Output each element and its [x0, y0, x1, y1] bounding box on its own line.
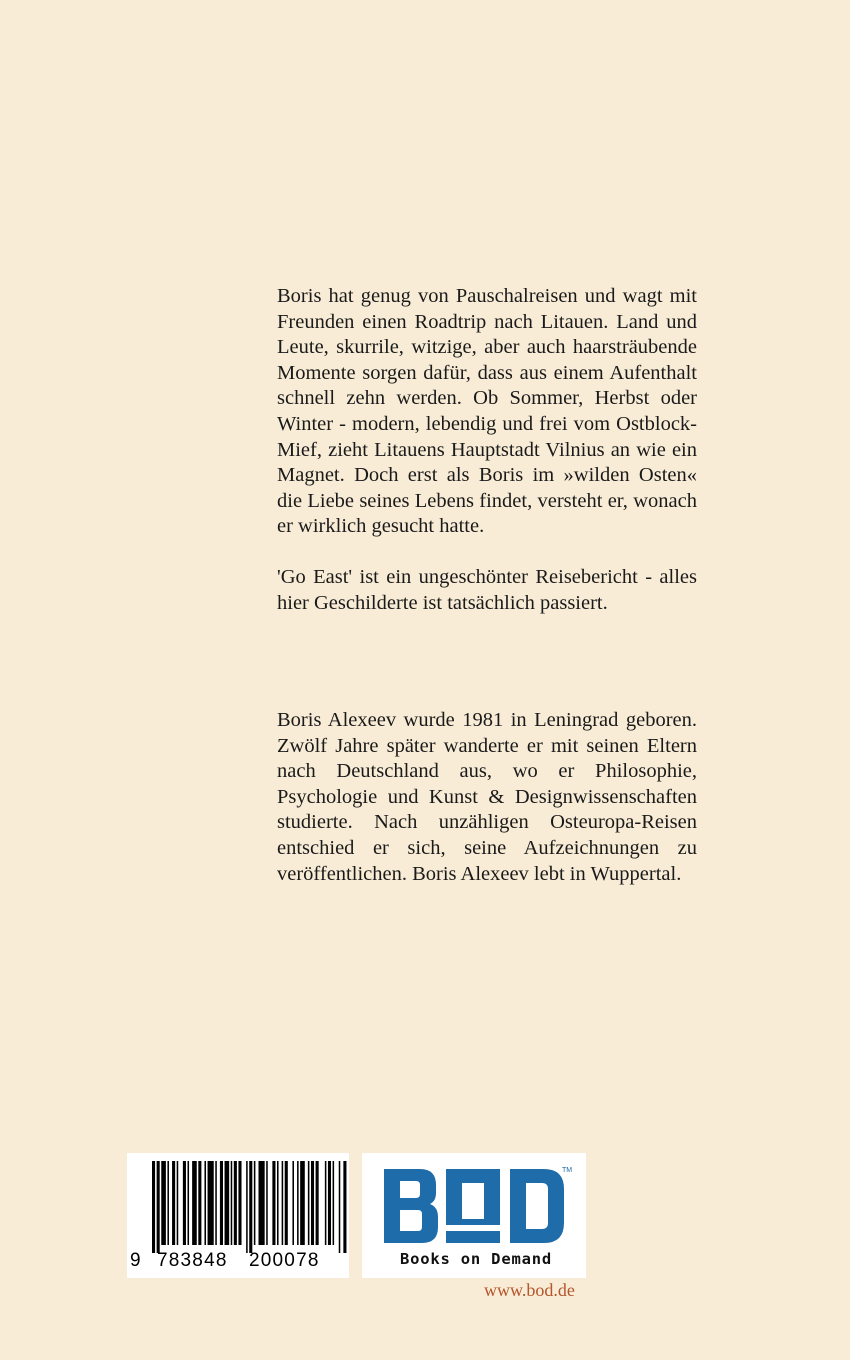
barcode-bar — [204, 1161, 206, 1245]
barcode-bar — [316, 1161, 319, 1245]
barcode-bar — [328, 1161, 331, 1245]
blurb-paragraph: Boris hat genug von Pauschalreisen und wagt mit Freunden einen Roadtrip nach Litauen. Land und Leute, skurrile, witzige, aber auch haarsträubende Momente sorgen dafür, dass aus einem Aufenthalt schnell zehn werden. Ob Sommer, Herbst oder Winter - modern, lebendig und frei vom Ostblock-Mief, zieht Litauens Hauptstadt Vilnius an wie ein Magnet. Doch erst als Boris im »wilden Osten« die Liebe seines Lebens findet, versteht er, wonach er wirklich gesucht hatte. — [277, 285, 697, 538]
barcode-bar — [177, 1161, 179, 1245]
back-cover-blurb — [277, 284, 697, 616]
barcode-bar — [285, 1161, 288, 1245]
barcode-bar — [311, 1161, 314, 1245]
isbn-lead-digit: 9 — [130, 1250, 142, 1271]
barcode-bar — [300, 1161, 305, 1245]
barcode-bar — [308, 1161, 310, 1245]
publisher-tagline: Books on Demand — [400, 1250, 552, 1268]
barcode-bar — [258, 1161, 264, 1245]
author-bio — [277, 708, 697, 887]
barcode-bar — [266, 1161, 268, 1245]
barcode-bar — [282, 1161, 284, 1245]
isbn-barcode — [127, 1153, 349, 1278]
barcode-bar — [238, 1161, 241, 1245]
barcode-bar — [225, 1161, 230, 1245]
barcode-bar — [292, 1161, 294, 1245]
barcode-bar — [188, 1161, 190, 1245]
blurb-paragraph: 'Go East' ist ein ungeschönter Reisebericht - alles hier Geschilderte ist tatsächlich passiert. — [277, 565, 697, 614]
barcode-bar — [220, 1161, 223, 1245]
barcode-bar — [231, 1161, 233, 1245]
barcode-bar — [277, 1161, 279, 1245]
barcode-bar — [215, 1161, 217, 1245]
barcode-bar — [343, 1161, 346, 1253]
author-bio-text: Boris Alexeev wurde 1981 in Leningrad geboren. Zwölf Jahre später wanderte er mit seinen Eltern nach Deutschland aus, wo er Philosophie, Psychologie und Kunst & Designwissenschaften studierte. Nach unzähligen Osteuropa-Reisen entschied er sich, seine Aufzeichnungen zu veröffentlichen. Boris Alexeev lebt in Wuppertal. — [277, 709, 697, 885]
barcode-bar — [339, 1161, 341, 1253]
trademark-mark: TM — [562, 1167, 573, 1174]
publisher-url[interactable]: www.bod.de — [484, 1280, 575, 1300]
barcode-bar — [325, 1161, 327, 1245]
barcode-bar — [333, 1161, 335, 1245]
barcode-bar — [198, 1161, 201, 1245]
isbn-digit-group: 783848 — [157, 1250, 228, 1271]
barcode-bar — [254, 1161, 256, 1245]
barcode-bar — [208, 1161, 214, 1245]
bod-logo-icon — [376, 1163, 576, 1251]
barcode-bar — [234, 1161, 237, 1245]
barcode-bar — [272, 1161, 275, 1245]
barcode-bar — [172, 1161, 175, 1245]
barcode-bar — [249, 1161, 252, 1253]
barcode-bar — [192, 1161, 197, 1245]
barcode-bar — [161, 1161, 166, 1245]
barcode-bar — [246, 1161, 248, 1253]
barcode-bar — [167, 1161, 169, 1245]
barcode-bar — [157, 1161, 160, 1253]
isbn-digit-group: 200078 — [249, 1250, 320, 1271]
publisher-logo — [362, 1153, 586, 1278]
barcode-bar — [183, 1161, 186, 1245]
barcode-bar — [152, 1161, 155, 1253]
barcode-icon — [152, 1161, 348, 1253]
barcode-bar — [297, 1161, 299, 1245]
